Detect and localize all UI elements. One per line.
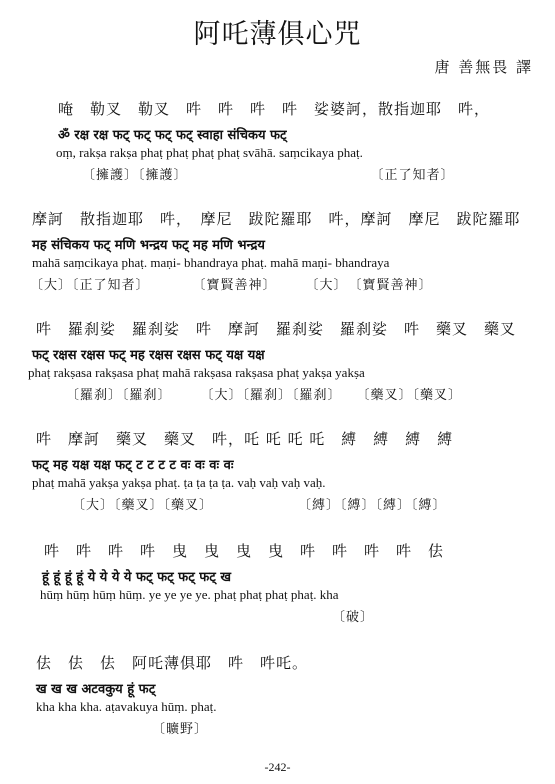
chinese-line: 唵 勒叉 勒叉 吽 吽 吽 吽 娑婆訶，散指迦耶 吽，: [58, 100, 491, 118]
gloss-line: 〔大〕〔正了知者〕 〔寶賢善神〕 〔大〕 〔寶賢善神〕: [30, 278, 433, 293]
translator-credit: 唐 善無畏 譯: [434, 58, 533, 76]
romanization-line: mahā saṃcikaya phaṭ. maṇi- bhandraya phaṭ. mahā maṇi- bhandraya: [32, 255, 390, 270]
chinese-line: 吽 摩訶 藥叉 藥叉 吽，吒 吒 吒 吒 縛 縛 縛 縛: [36, 430, 454, 448]
romanization-line: phaṭ rakṣasa rakṣasa phaṭ mahā rakṣasa rakṣasa phaṭ yakṣa yakṣa: [28, 365, 365, 380]
gloss-line: 〔破〕: [332, 610, 375, 625]
page-number: -242-: [264, 760, 291, 774]
page-title: 阿吒薄俱心咒: [193, 19, 362, 50]
siddham-line: फट् मह यक्ष यक्ष फट् ट ट ट ट वः वः वः वः: [32, 458, 234, 473]
siddham-line: ख ख ख अटवकुय हूं फट्: [36, 682, 156, 697]
chinese-line: 摩訶 散指迦耶 吽， 摩尼 跋陀羅耶 吽，摩訶 摩尼 跋陀羅耶: [32, 210, 521, 228]
romanization-line: kha kha kha. aṭavakuya hūṃ. phaṭ.: [36, 699, 217, 714]
gloss-line: 〔擁護〕〔擁護〕 〔正了知者〕: [82, 168, 455, 183]
chinese-line: 佉 佉 佉 阿吒薄俱耶 吽 吽吒。: [36, 654, 309, 672]
chinese-line: 吽 吽 吽 吽 曳 曳 曳 曳 吽 吽 吽 吽 佉: [44, 542, 445, 560]
siddham-line: ॐ रक्ष रक्ष फट् फट् फट् फट् स्वाहा संचिकय फट्: [58, 128, 287, 143]
chinese-line: 吽 羅刹娑 羅刹娑 吽 摩訶 羅刹娑 羅刹娑 吽 藥叉 藥叉: [36, 320, 517, 338]
romanization-line: phaṭ mahā yakṣa yakṣa phaṭ. ṭa ṭa ṭa ṭa. vaḥ vaḥ vaḥ vaḥ.: [32, 475, 326, 490]
siddham-line: हूं हूं हूं हूं ये ये ये ये फट् फट् फट् फट् ख: [42, 570, 232, 585]
romanization-line: hūṃ hūṃ hūṃ hūṃ. ye ye ye ye. phaṭ phaṭ phaṭ phaṭ. kha: [40, 587, 339, 602]
siddham-line: मह संचिकय फट् मणि भन्द्रय फट् मह मणि भन्द्रय: [32, 238, 265, 253]
gloss-line: 〔大〕〔藥叉〕〔藥叉〕 〔縛〕〔縛〕〔縛〕〔縛〕: [72, 498, 447, 513]
gloss-line: 〔曠野〕: [152, 722, 209, 737]
romanization-line: oṃ, rakṣa rakṣa phaṭ phaṭ phaṭ phaṭ svāhā. saṃcikaya phaṭ.: [56, 145, 363, 160]
siddham-line: फट् रक्षस रक्षस फट् मह रक्षस रक्षस फट् यक्ष यक्ष: [32, 348, 265, 363]
gloss-line: 〔羅刹〕〔羅刹〕 〔大〕〔羅刹〕〔羅刹〕 〔藥叉〕〔藥叉〕: [66, 388, 463, 403]
